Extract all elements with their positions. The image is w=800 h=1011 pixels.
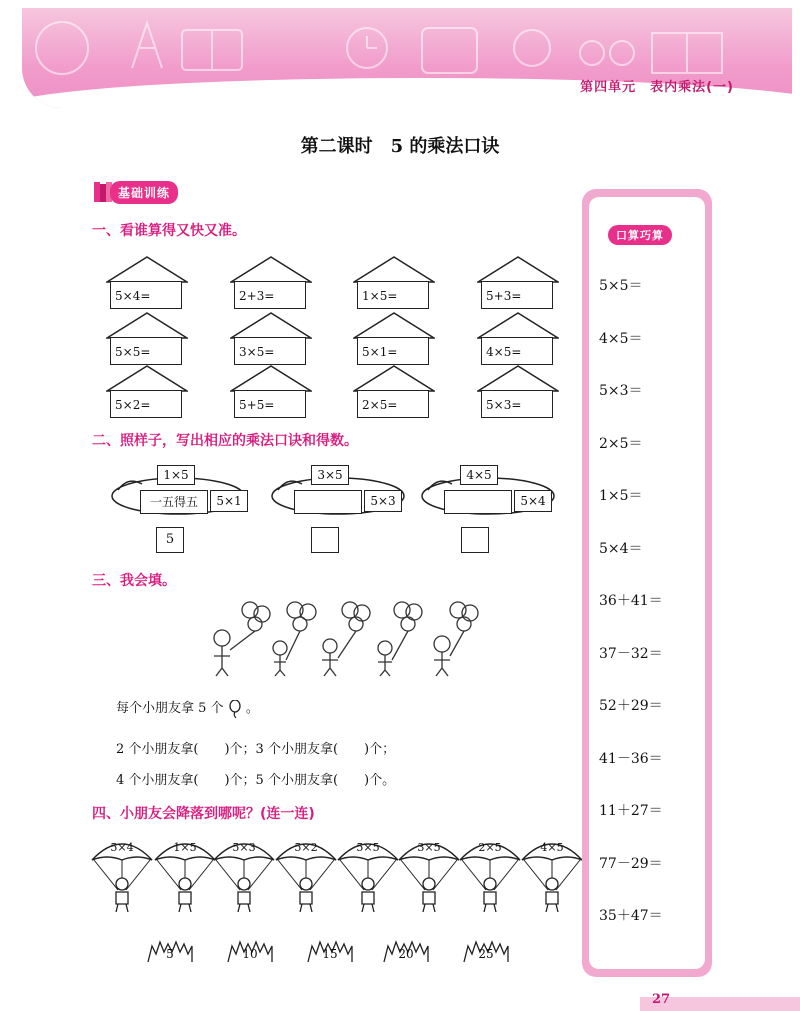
sidebar-problem[interactable]: 11＋27＝ — [599, 803, 663, 819]
landing-number: 15 — [322, 947, 338, 961]
landing-number: 10 — [242, 947, 258, 961]
parachute-label: 1×5 — [173, 841, 197, 854]
house-answer-field[interactable]: 5+3= — [481, 281, 553, 309]
parachute-item[interactable] — [90, 834, 154, 934]
parachute-label: 3×5 — [417, 841, 441, 854]
sidebar-problem[interactable]: 5×4＝ — [599, 540, 643, 557]
house-problem — [106, 311, 188, 369]
sidebar-problem[interactable]: 35＋47＝ — [599, 908, 663, 924]
house-answer-field[interactable]: 5×5= — [110, 337, 182, 365]
parachute-label: 5×5 — [356, 841, 380, 854]
house-roof-icon — [477, 311, 559, 339]
sidebar-problem[interactable]: 1×5＝ — [599, 488, 643, 504]
rhyme-top-label: 1×5 — [157, 465, 195, 485]
house-roof-icon — [353, 311, 435, 339]
rhyme-answer-box: 一五得五 — [140, 490, 208, 514]
page-number: 27 — [652, 992, 671, 1007]
product-answer-box[interactable]: 5 — [156, 527, 184, 553]
house-answer-field[interactable]: 4×5= — [481, 337, 553, 365]
house-roof-icon — [230, 364, 312, 392]
sidebar-problem[interactable]: 52＋29＝ — [599, 698, 663, 714]
parachute-item[interactable] — [458, 834, 522, 934]
house-roof-icon — [106, 255, 188, 283]
house-problem — [106, 364, 188, 422]
house-roof-icon — [106, 364, 188, 392]
house-answer-field[interactable]: 1×5= — [357, 281, 429, 309]
house-problem — [353, 364, 435, 422]
parachute-item[interactable] — [153, 834, 217, 934]
parachute-item[interactable] — [397, 834, 461, 934]
landing-target[interactable] — [382, 940, 430, 964]
house-roof-icon — [106, 311, 188, 339]
house-problem — [477, 255, 559, 313]
house-problem — [477, 364, 559, 422]
badge-label: 基础训练 — [110, 181, 178, 204]
parachute-label: 2×5 — [478, 841, 502, 854]
house-roof-icon — [230, 311, 312, 339]
house-answer-field[interactable]: 5×2= — [110, 390, 182, 418]
house-problem — [230, 364, 312, 422]
parachute-label: 5×3 — [232, 841, 256, 854]
rhyme-top-label: 3×5 — [311, 465, 349, 485]
fill-line-1 — [116, 697, 259, 718]
house-answer-field[interactable]: 2×5= — [357, 390, 429, 418]
fill-line-1-end: 。 — [245, 701, 259, 716]
sidebar-tag: 口算巧算 — [608, 225, 672, 245]
parachute-item[interactable] — [274, 834, 338, 934]
landing-target[interactable] — [462, 940, 510, 964]
rhyme-answer-box[interactable] — [294, 490, 362, 514]
sidebar-problem[interactable]: 77－29＝ — [599, 855, 663, 872]
section2-title: 二、照样子，写出相应的乘法口诀和得数。 — [92, 433, 358, 449]
parachute-label: 4×5 — [540, 841, 564, 854]
landing-target[interactable] — [146, 940, 194, 964]
house-answer-field[interactable]: 5+5= — [234, 390, 306, 418]
house-answer-field[interactable]: 3×5= — [234, 337, 306, 365]
house-problem — [230, 311, 312, 369]
rhyme-side-label: 5×4 — [514, 490, 552, 512]
rhyme-answer-box[interactable] — [444, 490, 512, 514]
balloon-icon — [228, 700, 242, 718]
parachute-label: 5×4 — [110, 841, 134, 854]
product-answer-box[interactable] — [461, 527, 489, 553]
lesson-title: 第二课时 5 的乘法口诀 — [300, 136, 500, 157]
rhyme-side-label: 5×3 — [364, 490, 402, 512]
landing-number: 25 — [478, 947, 494, 961]
house-roof-icon — [477, 364, 559, 392]
house-roof-icon — [353, 364, 435, 392]
house-answer-field[interactable]: 5×4= — [110, 281, 182, 309]
unit-label: 第四单元 表内乘法(一) — [580, 80, 734, 95]
house-answer-field[interactable]: 2+3= — [234, 281, 306, 309]
house-roof-icon — [230, 255, 312, 283]
section1-title: 一、看谁算得又快又准。 — [92, 223, 246, 239]
house-problem — [353, 311, 435, 369]
house-problem — [106, 255, 188, 313]
house-problem — [230, 255, 312, 313]
house-roof-icon — [353, 255, 435, 283]
sidebar-problem[interactable]: 2×5＝ — [599, 435, 643, 452]
rhyme-side-label: 5×1 — [210, 490, 248, 512]
house-problem — [477, 311, 559, 369]
sidebar-problem[interactable]: 5×3＝ — [599, 383, 643, 399]
sidebar-problem[interactable]: 4×5＝ — [599, 330, 643, 347]
children-with-balloons-icon — [200, 598, 480, 678]
product-answer-box[interactable] — [311, 527, 339, 553]
landing-number: 20 — [398, 947, 414, 961]
parachute-label: 5×2 — [294, 841, 318, 854]
section3-title: 三、我会填。 — [92, 573, 176, 589]
house-answer-field[interactable]: 5×3= — [481, 390, 553, 418]
landing-target[interactable] — [226, 940, 274, 964]
sidebar-problem[interactable]: 5×5＝ — [599, 278, 643, 294]
parachute-item[interactable] — [520, 834, 584, 934]
fill-line-2[interactable]: 2 个小朋友拿( )个；3 个小朋友拿( )个； — [116, 742, 396, 757]
parachute-item[interactable] — [212, 834, 276, 934]
fill-line-3[interactable]: 4 个小朋友拿( )个；5 个小朋友拿( )个。 — [116, 773, 396, 788]
rhyme-top-label: 4×5 — [460, 465, 498, 485]
fill-line-1-text: 每个小朋友拿 5 个 — [116, 701, 224, 716]
house-answer-field[interactable]: 5×1= — [357, 337, 429, 365]
sidebar-problem[interactable]: 37－32＝ — [599, 645, 663, 662]
landing-target[interactable] — [306, 940, 354, 964]
parachute-item[interactable] — [336, 834, 400, 934]
section4-title: 四、小朋友会降落到哪呢？(连一连) — [92, 806, 315, 822]
section-badge — [92, 180, 178, 204]
house-roof-icon — [477, 255, 559, 283]
sidebar-problem[interactable]: 41－36＝ — [599, 750, 663, 767]
landing-number: 5 — [166, 947, 174, 961]
house-problem — [353, 255, 435, 313]
sidebar-problem[interactable]: 36＋41＝ — [599, 593, 663, 609]
